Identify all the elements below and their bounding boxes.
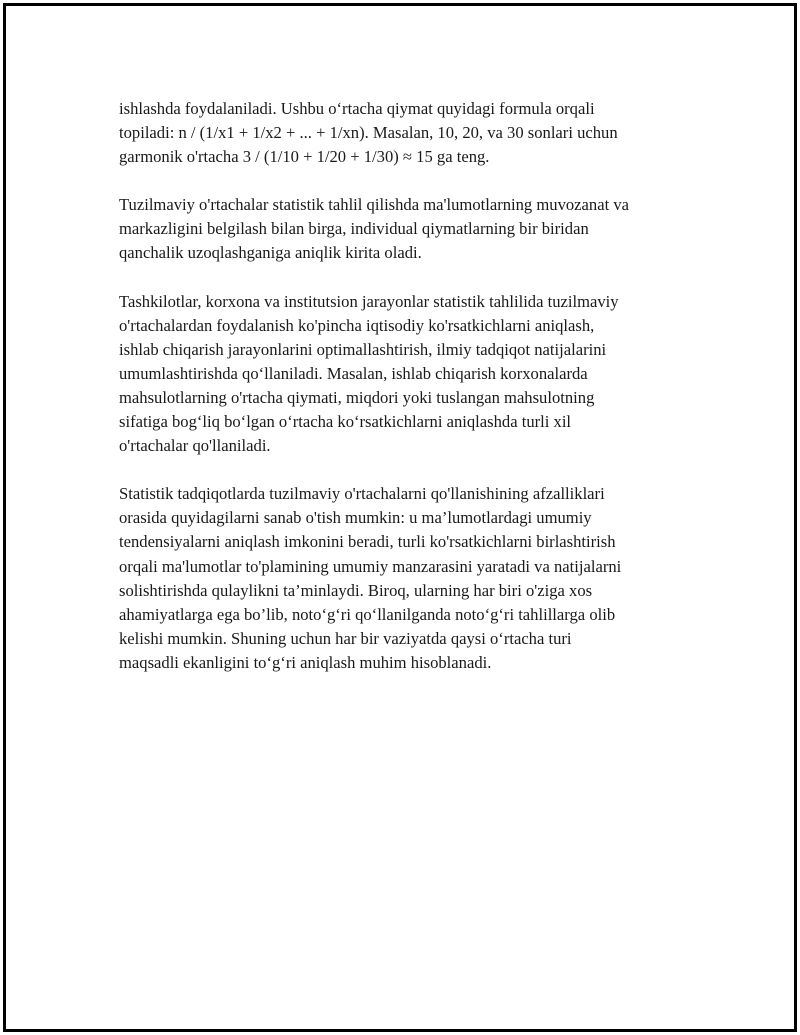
text-line: Tashkilotlar, korxona va institutsion jarayonlar statistik tahlilida tuzilmaviy — [119, 291, 619, 311]
text-line: umumlashtirishda qo‘llaniladi. Masalan, ishlab chiqarish korxonalarda — [119, 363, 588, 383]
text-line: Tuzilmaviy o'rtachalar statistik tahlil qilishda ma'lumotlarning muvozanat va — [119, 195, 629, 215]
text-line: qanchalik uzoqlashganiga aniqlik kirita oladi. — [119, 243, 422, 263]
paragraph-advantages — [119, 482, 694, 675]
paragraph-organizations — [119, 290, 694, 459]
text-line: garmonik o'rtacha 3 / (1/10 + 1/20 + 1/30) ≈ 15 ga teng. — [119, 147, 490, 167]
text-line: orqali ma'lumotlar to'plamining umumiy manzarasini yaratadi va natijalarni — [119, 556, 622, 576]
text-line: o'rtachalar qo'llaniladi. — [119, 436, 271, 456]
text-line: ahamiyatlarga ega bo’lib, noto‘g‘ri qo‘llanilganda noto‘g‘ri tahlillarga olib — [119, 604, 616, 624]
text-line: ishlab chiqarish jarayonlarini optimallashtirish, ilmiy tadqiqot natijalarini — [119, 339, 607, 359]
text-line: mahsulotlarning o'rtacha qiymati, miqdori yoki tuslangan mahsulotning — [119, 387, 595, 407]
text-line: sifatiga bog‘liq bo‘lgan o‘rtacha ko‘rsatkichlarni aniqlashda turli xil — [119, 412, 572, 432]
text-line: orasida quyidagilarni sanab o'tish mumkin: u ma’lumotlardagi umumiy — [119, 508, 592, 528]
paragraph-harmonic-mean — [119, 97, 694, 169]
text-line: markazligini belgilash bilan birga, individual qiymatlarning bir biridan — [119, 219, 589, 239]
text-line: o'rtachalardan foydalanish ko'pincha iqtisodiy ko'rsatkichlarni aniqlash, — [119, 315, 595, 335]
text-line: topiladi: n / (1/x1 + 1/x2 + ... + 1/xn). Masalan, 10, 20, va 30 sonlari uchun — [119, 123, 618, 143]
page-frame — [3, 3, 797, 1032]
text-line: ishlashda foydalaniladi. Ushbu o‘rtacha qiymat quyidagi formula orqali — [119, 99, 595, 118]
document-body — [119, 97, 694, 699]
text-line: solishtirishda qulaylikni ta’minlaydi. Biroq, ularning har biri o'ziga xos — [119, 580, 593, 600]
text-line: tendensiyalarni aniqlash imkonini beradi, turli ko'rsatkichlarni birlashtirish — [119, 532, 616, 552]
text-line: maqsadli ekanligini to‘g‘ri aniqlash muhim hisoblanadi. — [119, 652, 492, 672]
text-line: Statistik tadqiqotlarda tuzilmaviy o'rtachalarni qo'llanishining afzalliklari — [119, 484, 605, 504]
paragraph-structural-means — [119, 193, 694, 265]
text-line: kelishi mumkin. Shuning uchun har bir vaziyatda qaysi o‘rtacha turi — [119, 628, 572, 648]
